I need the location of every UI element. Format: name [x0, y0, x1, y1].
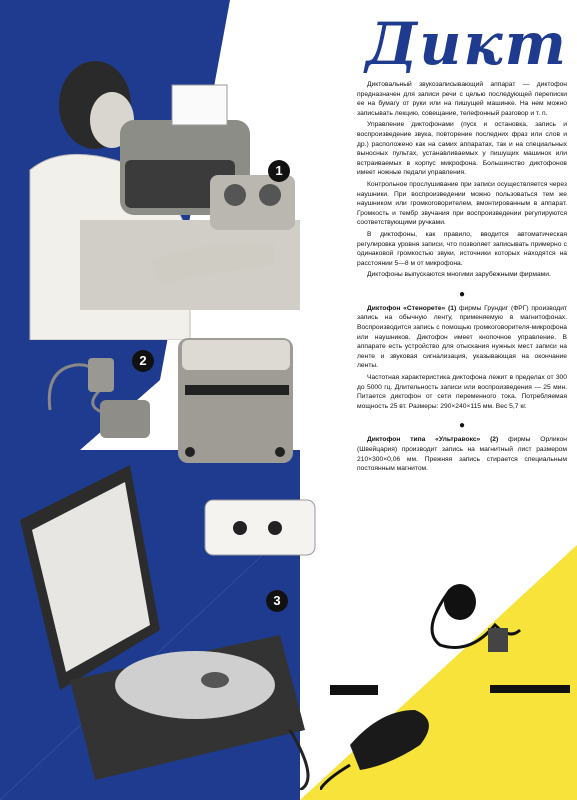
stenorette-slot [185, 385, 289, 395]
hand-microphone [350, 710, 429, 770]
knob-right [275, 447, 285, 457]
control-knob-1 [233, 521, 247, 535]
section2-rest: фирмы Орликон (Швейцария) производит запись на магнитный лист размером 210×300×0,06 мм. Прежняя запись стирается специальным постоянным магнитом. [357, 436, 567, 473]
knob-left [185, 447, 195, 457]
section1-specs: Частотная характеристика диктофона лежит в пределах от 300 до 5000 гц. Длительность записи или воспроизведения — 25 мин. Питается диктофон от сети переменного тока. Потребляемая мощность 25 вт. Размеры: 290×240×115 мм. Вес 5,7 кг. [357, 374, 567, 410]
photo-stenorette [40, 330, 300, 480]
reel-right [259, 184, 281, 206]
photo-portable-dictaphone [0, 460, 320, 790]
section1-lead: Диктофон «Стенорете» (1) [367, 304, 457, 312]
section2-lead: Диктофон типа «Ультравокс» (2) [367, 436, 499, 444]
page-title: Дикт [365, 10, 568, 78]
intro-paragraph-3: Контрольное прослушивание при записи осуществляется через наушники. При воспроизведении можно пользоваться тем же наушником или громкоговорителем, вмонтированным в аппарат. Громкость и тембр звучания при воспроизведении регулируются соответствующими ручками. [357, 180, 567, 227]
section1-rest: фирмы Грундиг (ФРГ) производит запись на обычную ленту, применяемую в магнитофонах. Воспроизводится запись с помощью громкоговорителя-микрофона или наушников. Диктофон имеет кнопочное управление. В аппарате есть устройство для отыскания нужных мест записи на ленте и звуковая сигнализация, указывающая на окончание ленты. [357, 304, 567, 370]
microphone [88, 358, 114, 392]
earpiece [444, 584, 476, 620]
disc-center [201, 672, 229, 688]
foot-pedal [100, 400, 150, 438]
control-box [205, 500, 315, 555]
section-bullet-1: ● [458, 288, 466, 300]
article-text [357, 80, 567, 476]
intro-paragraph-5: Диктофоны выпускаются многими зарубежными фирмами. [367, 271, 551, 279]
mic-cable [320, 765, 350, 790]
reel-left [224, 184, 246, 206]
section2-paragraph [357, 435, 567, 473]
black-bar [490, 685, 570, 693]
intro-paragraph-4: В диктофоны, как правило, вводится автоматическая регулировка уровня записи, что позволяет записывать примерно с одинаковой громкостью звуки, источники которых находятся на расстоянии 5—8 м от микрофона. [357, 230, 567, 267]
intro-paragraph-2: Управление диктофонами (пуск и остановка, запись и воспроизведение звука, повторение последних фраз или слов и др.) расположено как на самих аппаратах, так и на специальных выносных пультах, устанавливаемых у пишущих машинок или встраиваемых в корпус микрофона. Большинство диктофонов имеет ножные педали управления. [357, 121, 567, 177]
control-knob-2 [268, 521, 282, 535]
dictaphone-unit [210, 175, 295, 230]
figure-number-2: 2 [132, 350, 154, 372]
cable [290, 730, 308, 790]
disc-platter [115, 651, 275, 719]
typewriter-paper [172, 85, 227, 125]
figure-number-3: 3 [266, 590, 288, 612]
section1-paragraph [357, 304, 567, 371]
figure-number-1: 1 [268, 160, 290, 182]
stenorette-top [182, 340, 290, 370]
intro-paragraph-1: Диктовальный звукозаписывающий аппарат — диктофон предназначен для записи речи с целью последующей переписки ее на бумагу от руки или на пишущей машинке. На нем можно записывать лекцию, совещание, телефонный разговор и т. п. [357, 81, 567, 117]
connector-plug [488, 628, 508, 652]
section-bullet-2: ● [458, 420, 466, 432]
photo-ultravox-accessories [320, 570, 570, 790]
eraser-magnet [330, 685, 378, 695]
